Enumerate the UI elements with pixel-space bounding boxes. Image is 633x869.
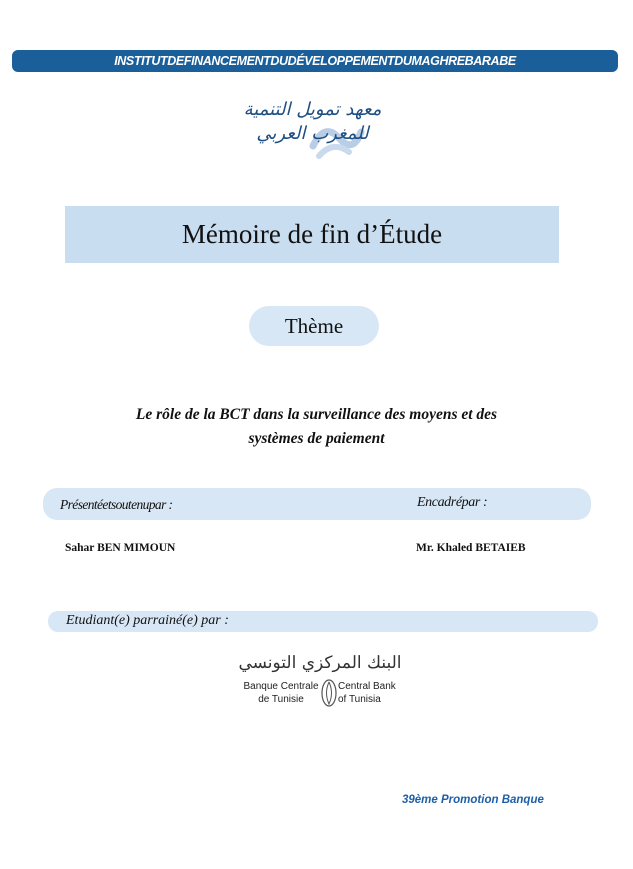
bct-french-line2: de Tunisie (258, 694, 304, 705)
supervisor-name: Mr. Khaled BETAIEB (416, 542, 526, 554)
promotion-label: 39ème Promotion Banque (402, 794, 544, 806)
bct-french-line1: Banque Centrale (243, 681, 319, 692)
institute-logo (235, 98, 390, 160)
supervised-by-label: Encadrépar : (417, 495, 488, 510)
institute-logo-arabic-line2: للمغرب العربي (256, 123, 369, 144)
bct-english-line2: of Tunisia (338, 694, 381, 705)
presented-by-label: Présentéetsoutenupar : (60, 497, 173, 512)
bct-logo (220, 652, 420, 712)
bct-english-line1: Central Bank (338, 681, 396, 692)
institute-banner: INSTITUTDEFINANCEMENTDUDÉVELOPPEMENTDUMAGHREBARABE (12, 50, 618, 72)
subject-line-2: systèmes de paiement (248, 430, 385, 447)
bct-logo-english (338, 680, 420, 706)
subject-title (60, 403, 573, 451)
subject-line-1: Le rôle de la BCT dans la surveillance des moyens et des (135, 406, 498, 423)
institute-logo-arabic (235, 98, 390, 146)
sponsored-by-label: Etudiant(e) parrainé(e) par : (66, 613, 229, 628)
document-title: Mémoire de fin d’Étude (65, 206, 559, 263)
presentation-bar (43, 488, 591, 520)
bct-logo-french (238, 680, 324, 706)
student-name: Sahar BEN MIMOUN (65, 542, 176, 554)
institute-logo-arabic-line1: معهد تمويل التنمية (243, 99, 382, 120)
theme-label: Thème (249, 306, 379, 346)
bct-logo-arabic: البنك المركزي التونسي (238, 653, 402, 673)
sponsor-bar (48, 611, 598, 632)
